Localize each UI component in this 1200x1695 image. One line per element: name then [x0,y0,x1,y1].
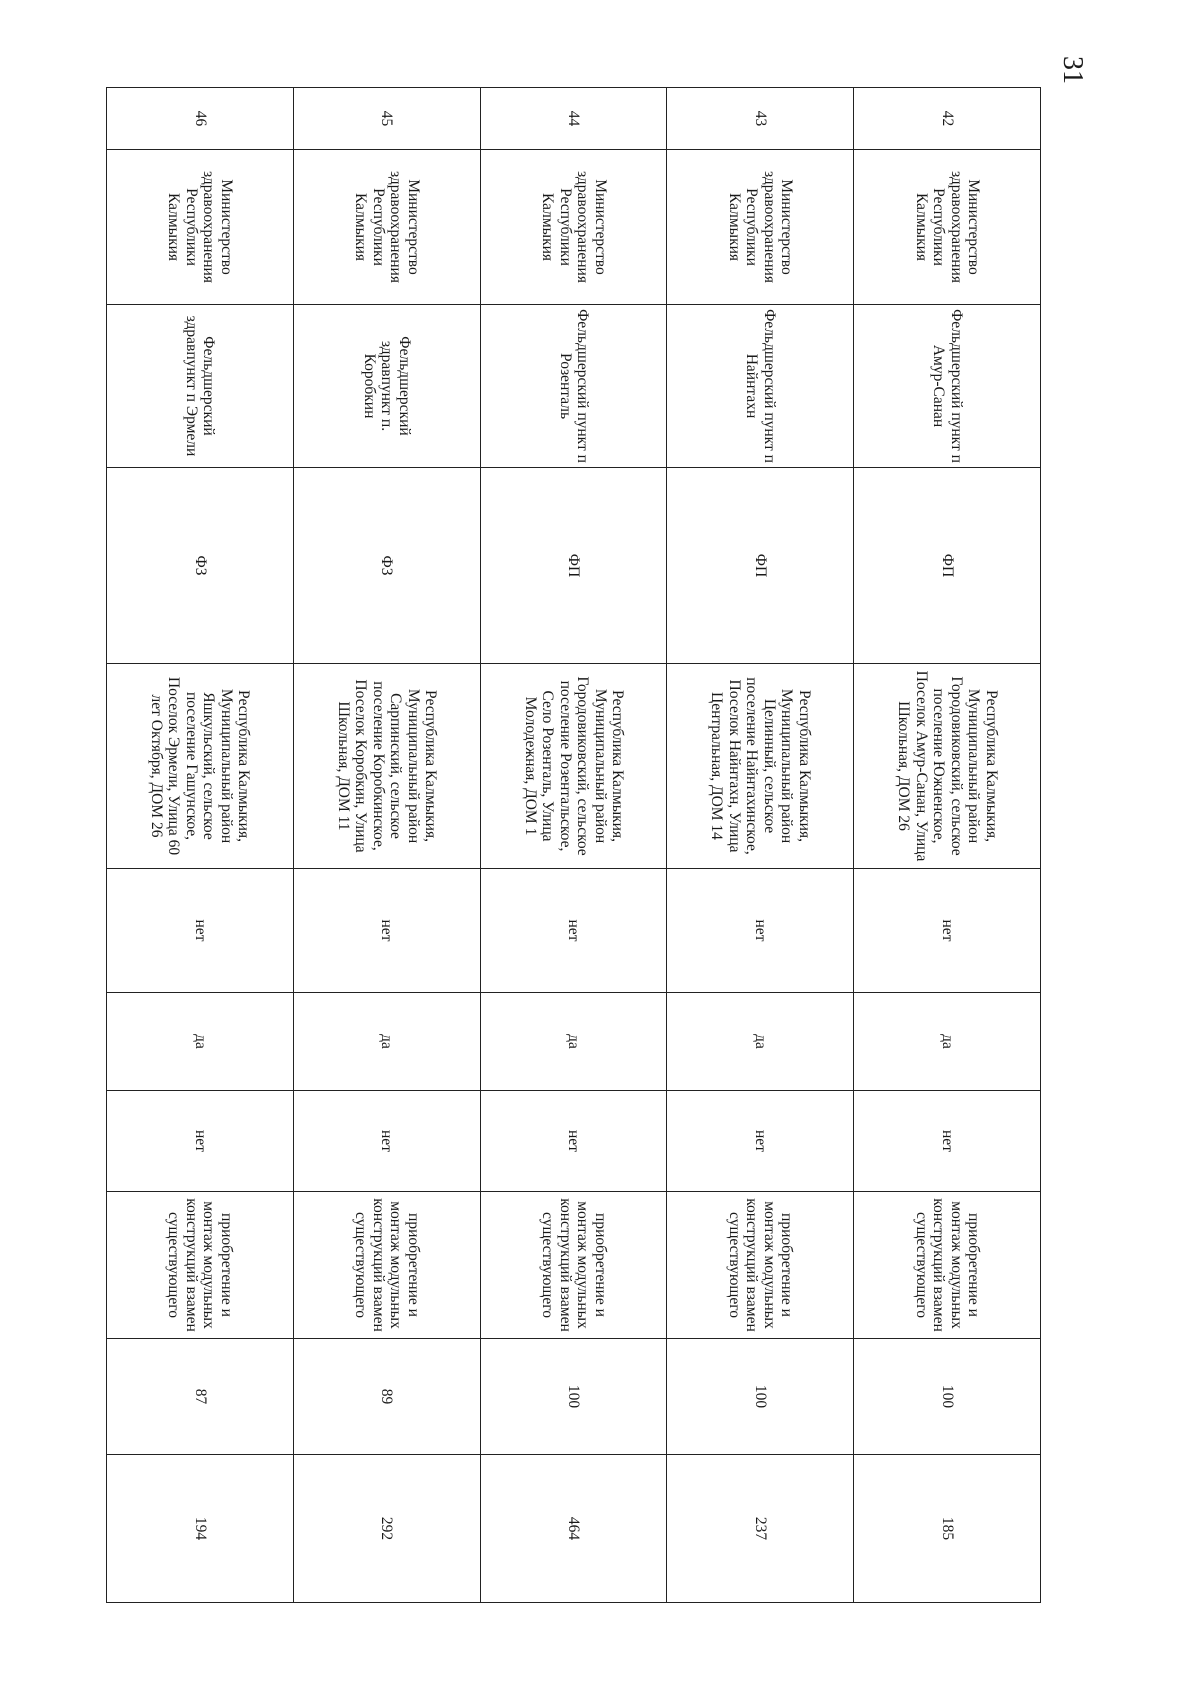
value-cell: 185 [854,1455,1041,1603]
percent-cell: 89 [293,1339,480,1455]
table-body [107,88,1041,1603]
value-cell: 292 [293,1455,480,1603]
address-cell: Республика Калмыкия, Муниципальный район Городовиковский, сельское поселение Южненское, Поселок Амур-Санан, Улица Школьная, ДОМ 26 [854,664,1041,869]
page-number: 31 [1057,56,1088,84]
work-type-cell: приобретение и монтаж модульных конструкций взамен существующего [293,1192,480,1339]
work-type-cell: приобретение и монтаж модульных конструкций взамен существующего [107,1192,294,1339]
facility-name-cell: Фельдшерский пункт п Розенталь [480,305,667,468]
address-cell: Республика Калмыкия, Муниципальный район Городовиковский, сельское поселение Розентальское, Село Розенталь, Улица Молодежная, ДОМ 1 [480,664,667,869]
flag1-cell: нет [293,869,480,993]
flag2-cell: да [480,993,667,1091]
facility-name-cell: Фельдшерский здравпункт п. Коробкин [293,305,480,468]
facility-type-cell: ФП [854,468,1041,664]
row-number: 43 [667,88,854,150]
facility-type-cell: ФЗ [107,468,294,664]
rotated-table-wrap [106,87,1041,1602]
organization-cell: Министерство здравоохранения Республики Калмыкия [293,150,480,305]
table-container [106,87,1041,1602]
organization-cell: Министерство здравоохранения Республики Калмыкия [107,150,294,305]
flag2-cell: да [667,993,854,1091]
organization-cell: Министерство здравоохранения Республики Калмыкия [854,150,1041,305]
value-cell: 237 [667,1455,854,1603]
percent-cell: 100 [480,1339,667,1455]
organization-cell: Министерство здравоохранения Республики Калмыкия [480,150,667,305]
work-type-cell: приобретение и монтаж модульных конструкций взамен существующего [854,1192,1041,1339]
flag3-cell: нет [480,1091,667,1192]
facility-name-cell: Фельдшерский пункт п Амур-Санан [854,305,1041,468]
facility-name-cell: Фельдшерский здравпункт п Эрмели [107,305,294,468]
address-cell: Республика Калмыкия, Муниципальный район Яшкульский, сельское поселение Гашунское, Поселок Эрмели, Улица 60 лет Октября, ДОМ 26 [107,664,294,869]
row-number: 44 [480,88,667,150]
row-number: 45 [293,88,480,150]
flag3-cell: нет [293,1091,480,1192]
address-cell: Республика Калмыкия, Муниципальный район Сарпинский, сельское поселение Коробкинское, Поселок Коробкин, Улица Школьная, ДОМ 11 [293,664,480,869]
flag2-cell: да [854,993,1041,1091]
flag3-cell: нет [667,1091,854,1192]
table-row [480,88,667,1603]
work-type-cell: приобретение и монтаж модульных конструкций взамен существующего [480,1192,667,1339]
table-row [107,88,294,1603]
table-row [854,88,1041,1603]
flag2-cell: да [293,993,480,1091]
row-number: 46 [107,88,294,150]
flag1-cell: нет [107,869,294,993]
flag2-cell: да [107,993,294,1091]
table-row [293,88,480,1603]
value-cell: 464 [480,1455,667,1603]
facility-type-cell: ФЗ [293,468,480,664]
facility-type-cell: ФП [667,468,854,664]
facilities-table [106,87,1041,1603]
work-type-cell: приобретение и монтаж модульных конструкций взамен существующего [667,1192,854,1339]
flag1-cell: нет [667,869,854,993]
facility-name-cell: Фельдшерский пункт п Найнтахн [667,305,854,468]
table-row [667,88,854,1603]
organization-cell: Министерство здравоохранения Республики Калмыкия [667,150,854,305]
row-number: 42 [854,88,1041,150]
address-cell: Республика Калмыкия, Муниципальный район Целинный, сельское поселение Найнтахинское, Поселок Найнтахн, Улица Центральная, ДОМ 14 [667,664,854,869]
facility-type-cell: ФП [480,468,667,664]
percent-cell: 87 [107,1339,294,1455]
flag3-cell: нет [854,1091,1041,1192]
percent-cell: 100 [854,1339,1041,1455]
percent-cell: 100 [667,1339,854,1455]
flag1-cell: нет [480,869,667,993]
flag3-cell: нет [107,1091,294,1192]
flag1-cell: нет [854,869,1041,993]
value-cell: 194 [107,1455,294,1603]
